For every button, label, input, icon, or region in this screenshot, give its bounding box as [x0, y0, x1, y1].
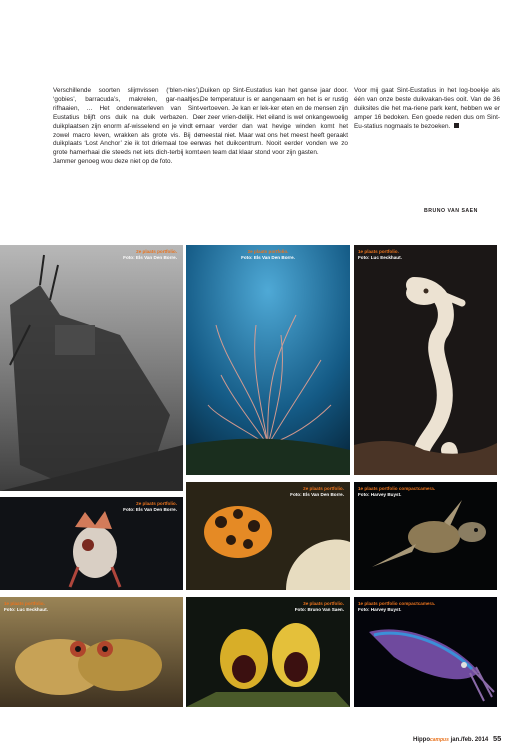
caption-credit: Foto: Harvey Buyst. — [358, 492, 402, 497]
turtle-image — [354, 482, 497, 590]
photo-caption — [358, 249, 493, 261]
photo-caption — [358, 486, 493, 498]
caption-credit: Foto: Luc Eeckhaut. — [4, 607, 48, 612]
photo-caption — [190, 249, 346, 261]
caption-credit: Foto: Harvey Buyst. — [358, 607, 402, 612]
caption-title: 1e plaats portfolio. — [358, 249, 399, 254]
page-footer — [413, 734, 501, 743]
caption-credit: Foto: Els Van Den Borre. — [290, 492, 344, 497]
photo-seahorse — [354, 245, 497, 475]
photo-turtle — [354, 482, 497, 590]
seahorse-image — [354, 245, 497, 475]
caption-title: 1e plaats portfolio. — [4, 601, 45, 606]
caption-title: 2e plaats portfolio. — [136, 501, 177, 506]
squid-image — [354, 597, 497, 707]
author-signature: BRUNO VAN SAEN — [424, 208, 478, 214]
blenny-image — [186, 597, 350, 707]
photo-scorpionfish — [0, 497, 183, 590]
caption-credit: Foto: Luc Eeckhaut. — [358, 255, 402, 260]
article-text: Duiken op Sint-Eustatius kan het ganse jaar door. De temperatuur is er aangenaam en het is er rustig vertoeven. Je kan er lek-ker eten en de mensen zijn er zeer vrien-delijk. Het eiland is wel onkangewoelig maar verder dan wat hevige winden komt het meestal niet. Maar wat ons het meest heeft geraakt was het duikcentrum. Nooit eerder vonden we zo een team dat klaar stond voor zijn gasten. — [200, 87, 348, 157]
photo-caption — [358, 601, 493, 613]
article-column-1 — [53, 87, 201, 167]
caption-title: 2e plaats portfolio. — [303, 486, 344, 491]
article-text — [354, 87, 500, 132]
coral-image — [186, 245, 350, 475]
photo-shipwreck — [0, 245, 183, 491]
page-number: 55 — [492, 734, 502, 743]
shipwreck-image — [0, 245, 183, 491]
photo-gobies — [0, 597, 183, 707]
caption-title: 1e plaats portfolio compactcamera. — [358, 601, 436, 606]
article-text: Verschillende soorten slijmvissen (‘blen-nies’), ‘gobies’, barracuda’s, makrelen, gar-naaltjes, rifhaaien, … Het onderwaterleven van Sint-Eustatius blijft ons duik na duik verbazen. De duikplaatsen zijn enorm af-wisselend en je vindt er zowel macro leven, wrakken als grote vis. Bij de duikplaats ‘Lost Anchor’ zie ik tot driemaal toe een grote hamerhaai die steeds net iets dich-terbij komt. Jammer genoeg wou deze niet op de foto. — [53, 87, 201, 166]
photo-caption — [123, 501, 177, 513]
photo-caption — [123, 249, 177, 261]
caption-credit: Foto: Els Van Den Borre. — [123, 507, 177, 512]
caption-title: 3e plaats portfolio. — [303, 601, 344, 606]
article-column-2 — [200, 87, 348, 158]
magazine-name-suffix: campus — [430, 737, 449, 743]
caption-title: 2e plaats portfolio. — [136, 249, 177, 254]
issue-date: jan./feb. 2014 — [450, 737, 489, 743]
caption-title: 2e plaats portfolio. — [247, 249, 289, 254]
photo-coral — [186, 245, 350, 475]
end-mark-icon — [454, 123, 459, 128]
photo-flamingo-tongue — [186, 482, 350, 590]
caption-credit: Foto: Bruno Van Saen. — [294, 607, 344, 612]
caption-title: 1e plaats portfolio compactcamera. — [358, 486, 436, 491]
caption-credit: Foto: Els Van Den Borre. — [123, 255, 177, 260]
caption-credit: Foto: Els Van Den Borre. — [241, 255, 295, 260]
goby-image — [0, 597, 183, 707]
photo-caption — [4, 601, 179, 613]
article-text-span: Voor mij gaat Sint-Eustatius in het log-boekje als één van onze beste duikvakan-ties ooit. Van de 36 duiksites die het ma-riene park kent, hebben we er amper 16 bedoken. Een goede reden dus om Sint-Eu-statius nogmaals te bezoeken. — [354, 87, 500, 130]
article-column-3 — [354, 87, 500, 132]
photo-caption — [290, 486, 344, 498]
photo-caption — [295, 601, 344, 613]
photo-squid — [354, 597, 497, 707]
snail-image — [186, 482, 350, 590]
magazine-name: Hippo — [413, 737, 430, 743]
photo-blennies — [186, 597, 350, 707]
